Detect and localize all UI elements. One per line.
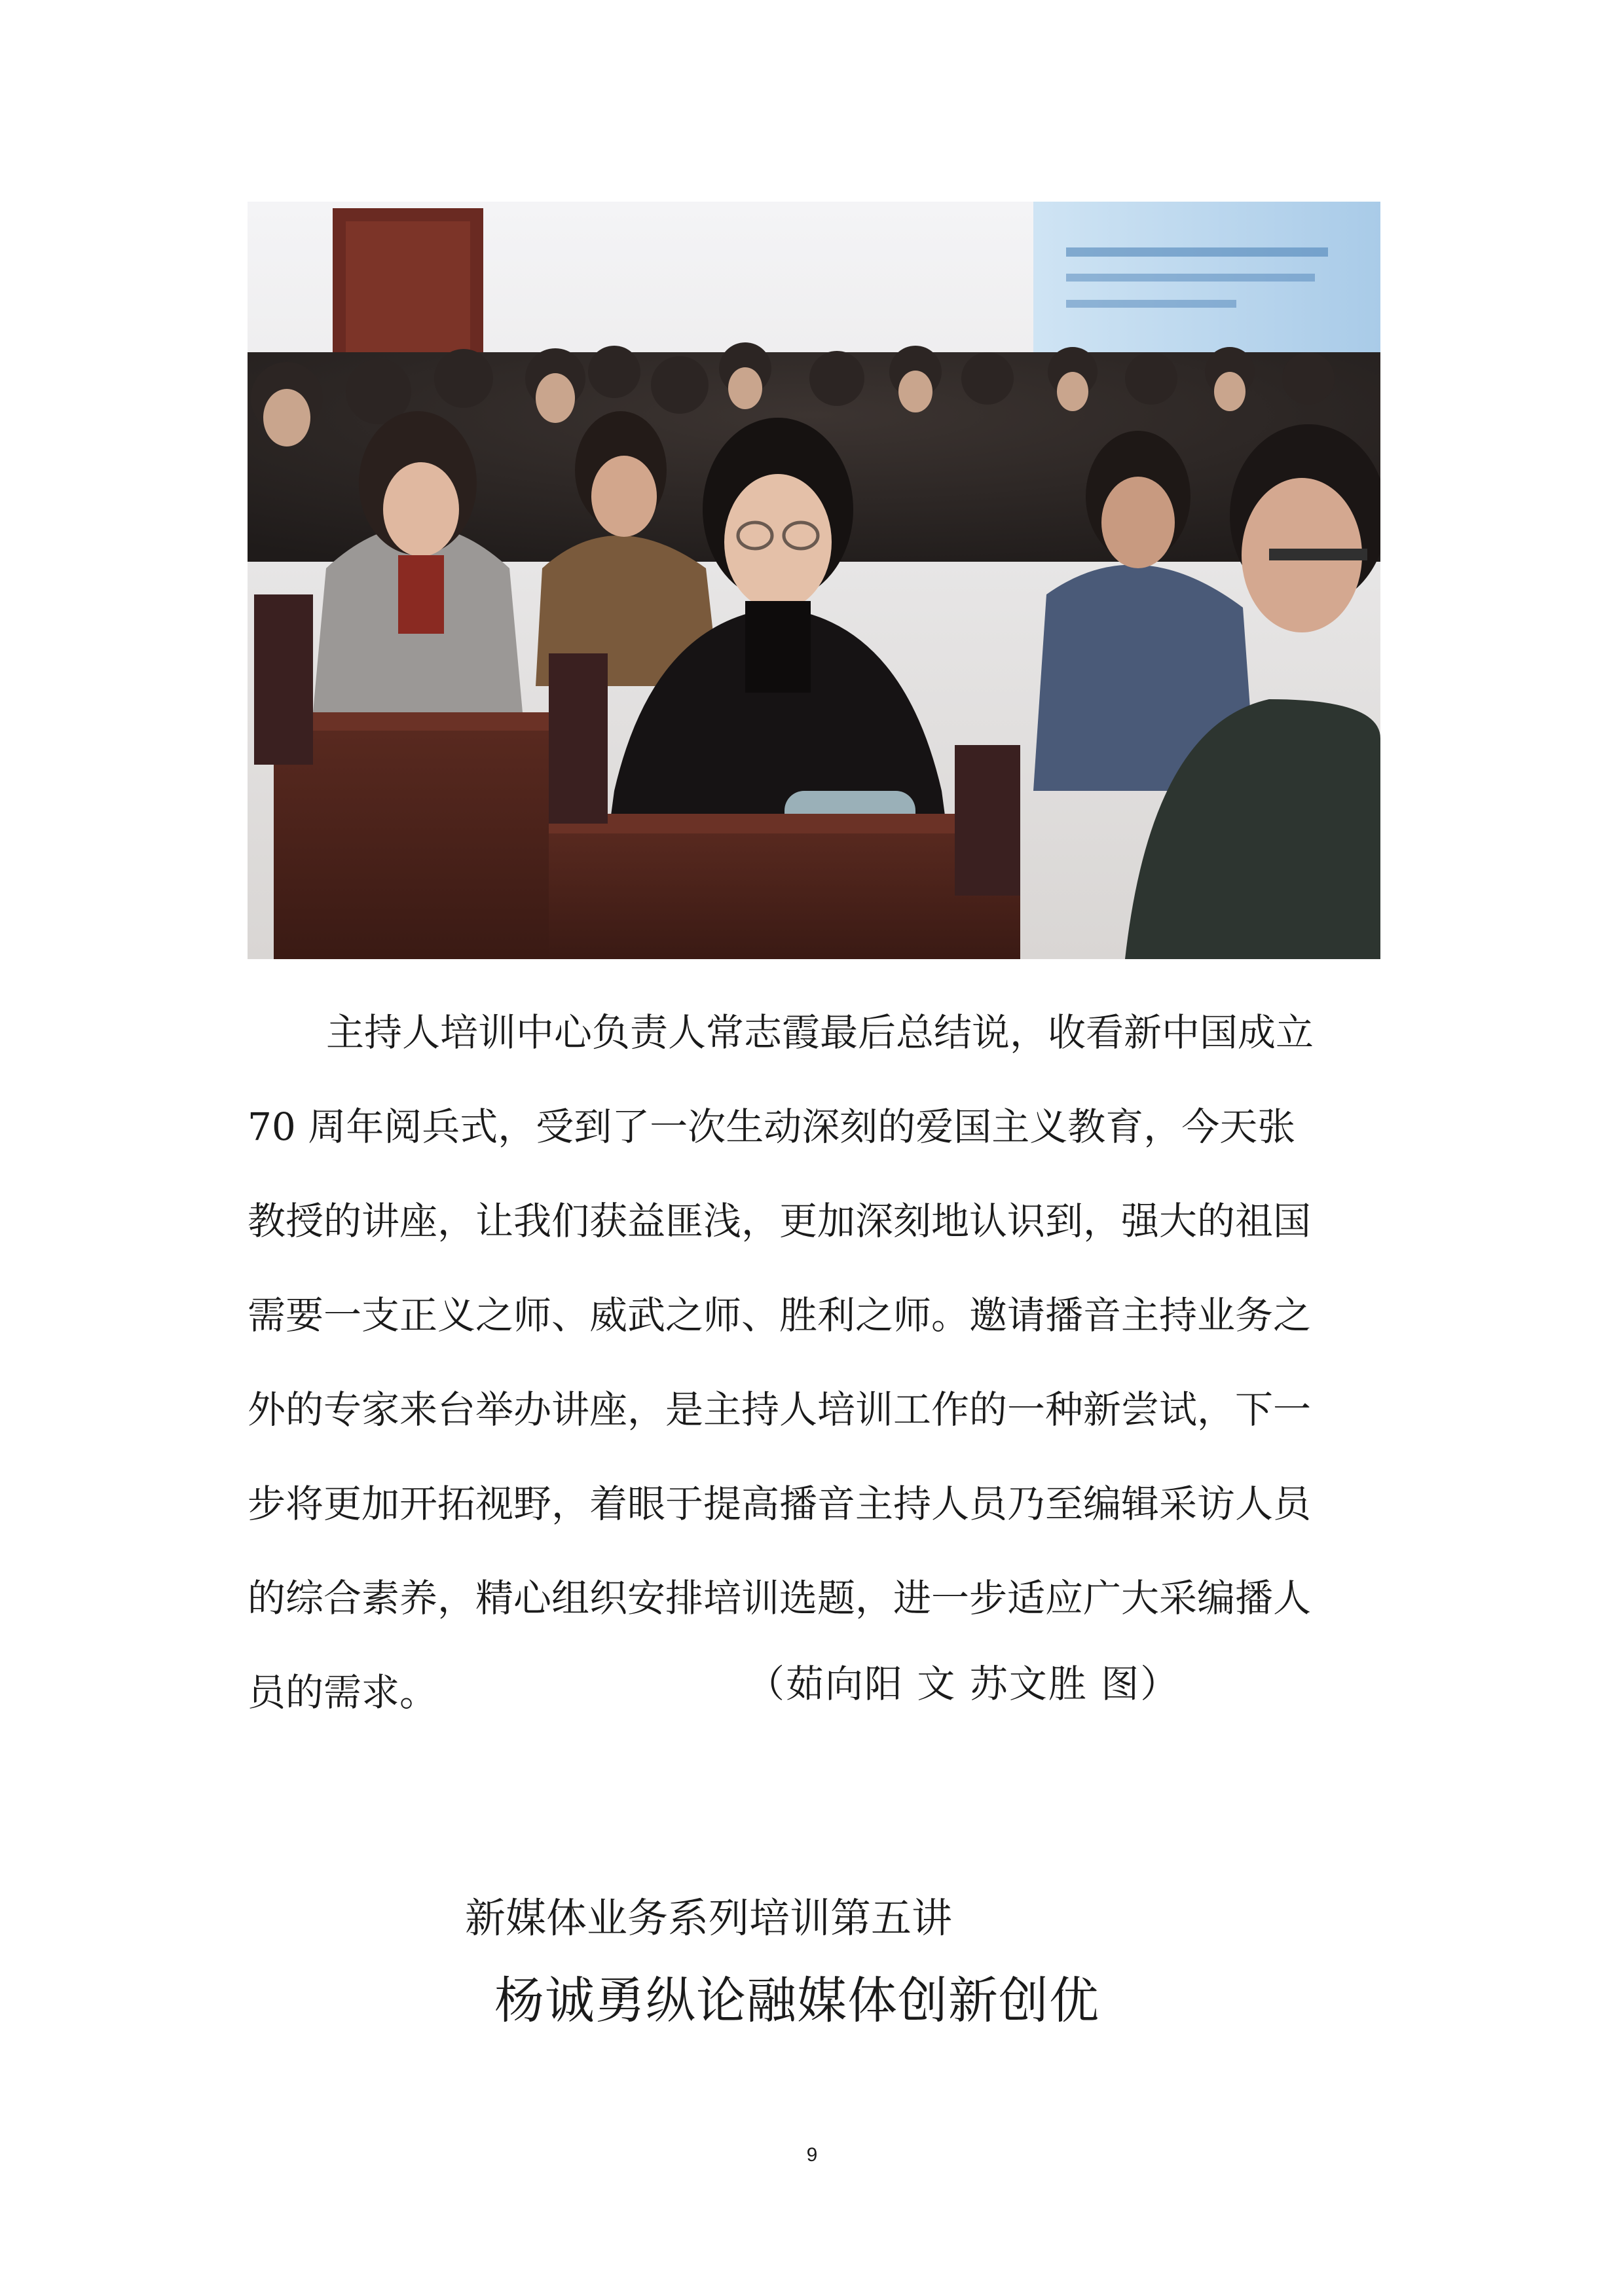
article-line: 需要一支正义之师、威武之师、胜利之师。邀请播音主持业务之	[248, 1293, 1312, 1338]
article-line: 70 周年阅兵式，受到了一次生动深刻的爱国主义教育，今天张	[248, 1104, 1296, 1149]
section-title: 杨诚勇纵论融媒体创新创优	[494, 1971, 1099, 2030]
article-line: 主持人培训中心负责人常志霞最后总结说，收看新中国成立	[326, 1010, 1314, 1055]
article-line: 员的需求。	[248, 1670, 438, 1715]
audience-photo-icon	[248, 202, 1380, 959]
article-line: 步将更加开拓视野，着眼于提高播音主持人员乃至编辑采访人员	[248, 1482, 1312, 1526]
page-number: 9	[806, 2144, 818, 2166]
section-kicker: 新媒体业务系列培训第五讲	[465, 1894, 953, 1942]
article-line: 教授的讲座，让我们获益匪浅，更加深刻地认识到，强大的祖国	[248, 1199, 1312, 1243]
article-line: 外的专家来台举办讲座，是主持人培训工作的一种新尝试，下一	[248, 1387, 1312, 1432]
article-line: 的综合素养，精心组织安排培训选题，进一步适应广大采编播人	[248, 1576, 1312, 1620]
audience-photo	[248, 202, 1380, 959]
article-byline: （茹向阳 文 苏文胜 图）	[747, 1662, 1180, 1706]
article-body	[248, 985, 1387, 1740]
